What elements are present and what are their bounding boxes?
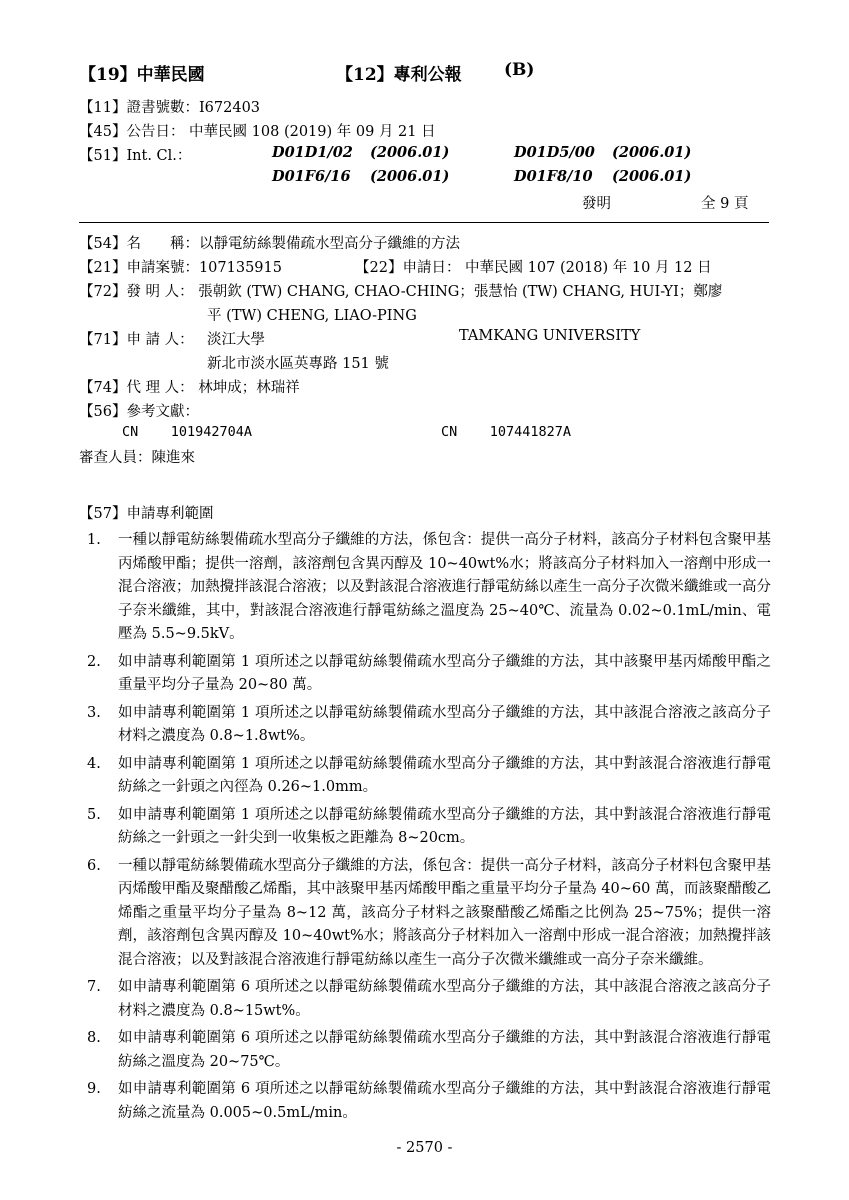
kind-code: (B) [504, 60, 535, 80]
ipc-version: (2006.01) [612, 144, 692, 161]
claim-number: 1. [87, 532, 101, 548]
claim-item [79, 976, 771, 1023]
claim-item [79, 753, 771, 800]
claim-item [79, 1078, 771, 1125]
claim-text: 如申請專利範圍第 6 項所述之以靜電紡絲製備疏水型高分子纖維的方法，其中該混合溶液之該高分子材料之濃度為 0.8~15wt%。 [118, 979, 771, 1019]
page-count: 全 9 頁 [701, 196, 749, 212]
claim-text: 一種以靜電紡絲製備疏水型高分子纖維的方法，係包含：提供一高分子材料，該高分子材料包含聚甲基丙烯酸甲酯及聚醋酸乙烯酯，其中該聚甲基丙烯酸甲酯之重量平均分子量為 40~60 萬，而該聚醋酸乙烯酯之重量平均分子量為 8~12 萬，該高分子材料之該聚醋酸乙烯酯之比例為 25~75%；提供一溶劑，該溶劑包含異丙醇及 10~40wt%水；將該高分子材料加入一溶劑中形成一混合溶液；加熱攪拌該混合溶液；以及對該混合溶液進行靜電紡絲以產生一高分子次微米纖維或一高分子奈米纖維。 [118, 857, 771, 968]
ipc-version: (2006.01) [370, 144, 450, 161]
cert-number: 【11】證書號數：I672403 [79, 100, 261, 116]
claim-item [79, 855, 771, 973]
agents: 【74】代 理 人： 林坤成；林瑞祥 [79, 380, 300, 396]
claim-number: 9. [87, 1081, 101, 1097]
section-divider [79, 222, 769, 223]
claims-list [79, 529, 771, 1129]
claim-number: 8. [87, 1030, 101, 1046]
claim-item [79, 529, 771, 647]
claim-text: 如申請專利範圍第 1 項所述之以靜電紡絲製備疏水型高分子纖維的方法，其中該混合溶液之該高分子材料之濃度為 0.8~1.8wt%。 [118, 704, 771, 744]
patent-category: 發明 [582, 196, 611, 212]
claim-number: 2. [87, 653, 101, 670]
ipc-code: D01F6/16 [272, 168, 351, 185]
claim-text: 如申請專利範圍第 1 項所述之以靜電紡絲製備疏水型高分子纖維的方法，其中對該混合溶液進行靜電紡絲之一針頭之內徑為 0.26~1.0mm。 [118, 755, 771, 795]
claim-number: 4. [87, 755, 101, 772]
doc-type-label: 【12】專利公報 [336, 65, 462, 85]
claim-text: 如申請專利範圍第 1 項所述之以靜電紡絲製備疏水型高分子纖維的方法，其中該聚甲基丙烯酸甲酯之重量平均分子量為 20~80 萬。 [118, 653, 771, 693]
references-label: 【56】參考文獻： [79, 404, 199, 420]
claim-text: 如申請專利範圍第 1 項所述之以靜電紡絲製備疏水型高分子纖維的方法，其中對該混合溶液進行靜電紡絲之一針頭之一針尖到一收集板之距離為 8~20cm。 [118, 806, 771, 846]
application-number: 【21】申請案號：107135915 [79, 260, 282, 276]
claim-number: 6. [87, 857, 101, 874]
applicant-name-zh: 淡江大學 [207, 332, 265, 348]
inventors-line-1: 【72】發 明 人： 張朝欽 (TW) CHANG, CHAO-CHING；張慧怡 (TW) CHANG, HUI-YI；鄭廖 [79, 284, 723, 300]
applicant-address: 新北市淡水區英專路 151 號 [207, 356, 389, 372]
ipc-version: (2006.01) [370, 168, 450, 185]
claims-heading: 【57】申請專利範圍 [79, 506, 214, 522]
claim-text: 如申請專利範圍第 6 項所述之以靜電紡絲製備疏水型高分子纖維的方法，其中對該混合溶液進行靜電紡絲之流量為 0.005~0.5mL/min。 [118, 1081, 771, 1121]
examiner: 審查人員：陳進來 [79, 450, 195, 466]
ipc-code: D01F8/10 [514, 168, 593, 185]
claim-number: 5. [87, 806, 101, 823]
country-label: 【19】中華民國 [79, 65, 205, 85]
claim-text: 如申請專利範圍第 6 項所述之以靜電紡絲製備疏水型高分子纖維的方法，其中對該混合溶液進行靜電紡絲之溫度為 20~75℃。 [118, 1030, 771, 1070]
inventors-line-2: 平 (TW) CHENG, LIAO-PING [207, 308, 417, 324]
ipc-code: D01D1/02 [272, 144, 353, 161]
publication-date: 【45】公告日： 中華民國 108 (2019) 年 09 月 21 日 [79, 124, 436, 140]
invention-title: 【54】名 稱：以靜電紡絲製備疏水型高分子纖維的方法 [79, 236, 460, 252]
claim-text: 一種以靜電紡絲製備疏水型高分子纖維的方法，係包含：提供一高分子材料，該高分子材料包含聚甲基丙烯酸甲酯；提供一溶劑，該溶劑包含異丙醇及 10~40wt%水；將該高分子材料加入一溶劑中形成一混合溶液；加熱攪拌該混合溶液；以及對該混合溶液進行靜電紡絲以產生一高分子次微米纖維或一高分子奈米纖維，其中，對該混合溶液進行靜電紡絲之溫度為 25~40℃、流量為 0.02~0.1mL/min、電壓為 5.5~9.5kV。 [118, 532, 771, 642]
application-date: 【22】申請日： 中華民國 107 (2018) 年 10 月 12 日 [355, 260, 712, 276]
intcl-label: 【51】Int. Cl.： [79, 148, 192, 164]
claim-number: 3. [87, 704, 101, 721]
ipc-code: D01D5/00 [514, 144, 595, 161]
claim-number: 7. [87, 979, 101, 995]
applicant-name-en: TAMKANG UNIVERSITY [459, 328, 641, 344]
reference-item: CN 101942704A [122, 424, 253, 440]
claim-item [79, 651, 771, 698]
claim-item [79, 1027, 771, 1074]
claim-item [79, 804, 771, 851]
reference-item: CN 107441827A [441, 424, 572, 440]
page-number: - 2570 - [396, 1140, 453, 1156]
applicant-label: 【71】申 請 人： [79, 332, 194, 348]
claim-item [79, 702, 771, 749]
ipc-version: (2006.01) [612, 168, 692, 185]
